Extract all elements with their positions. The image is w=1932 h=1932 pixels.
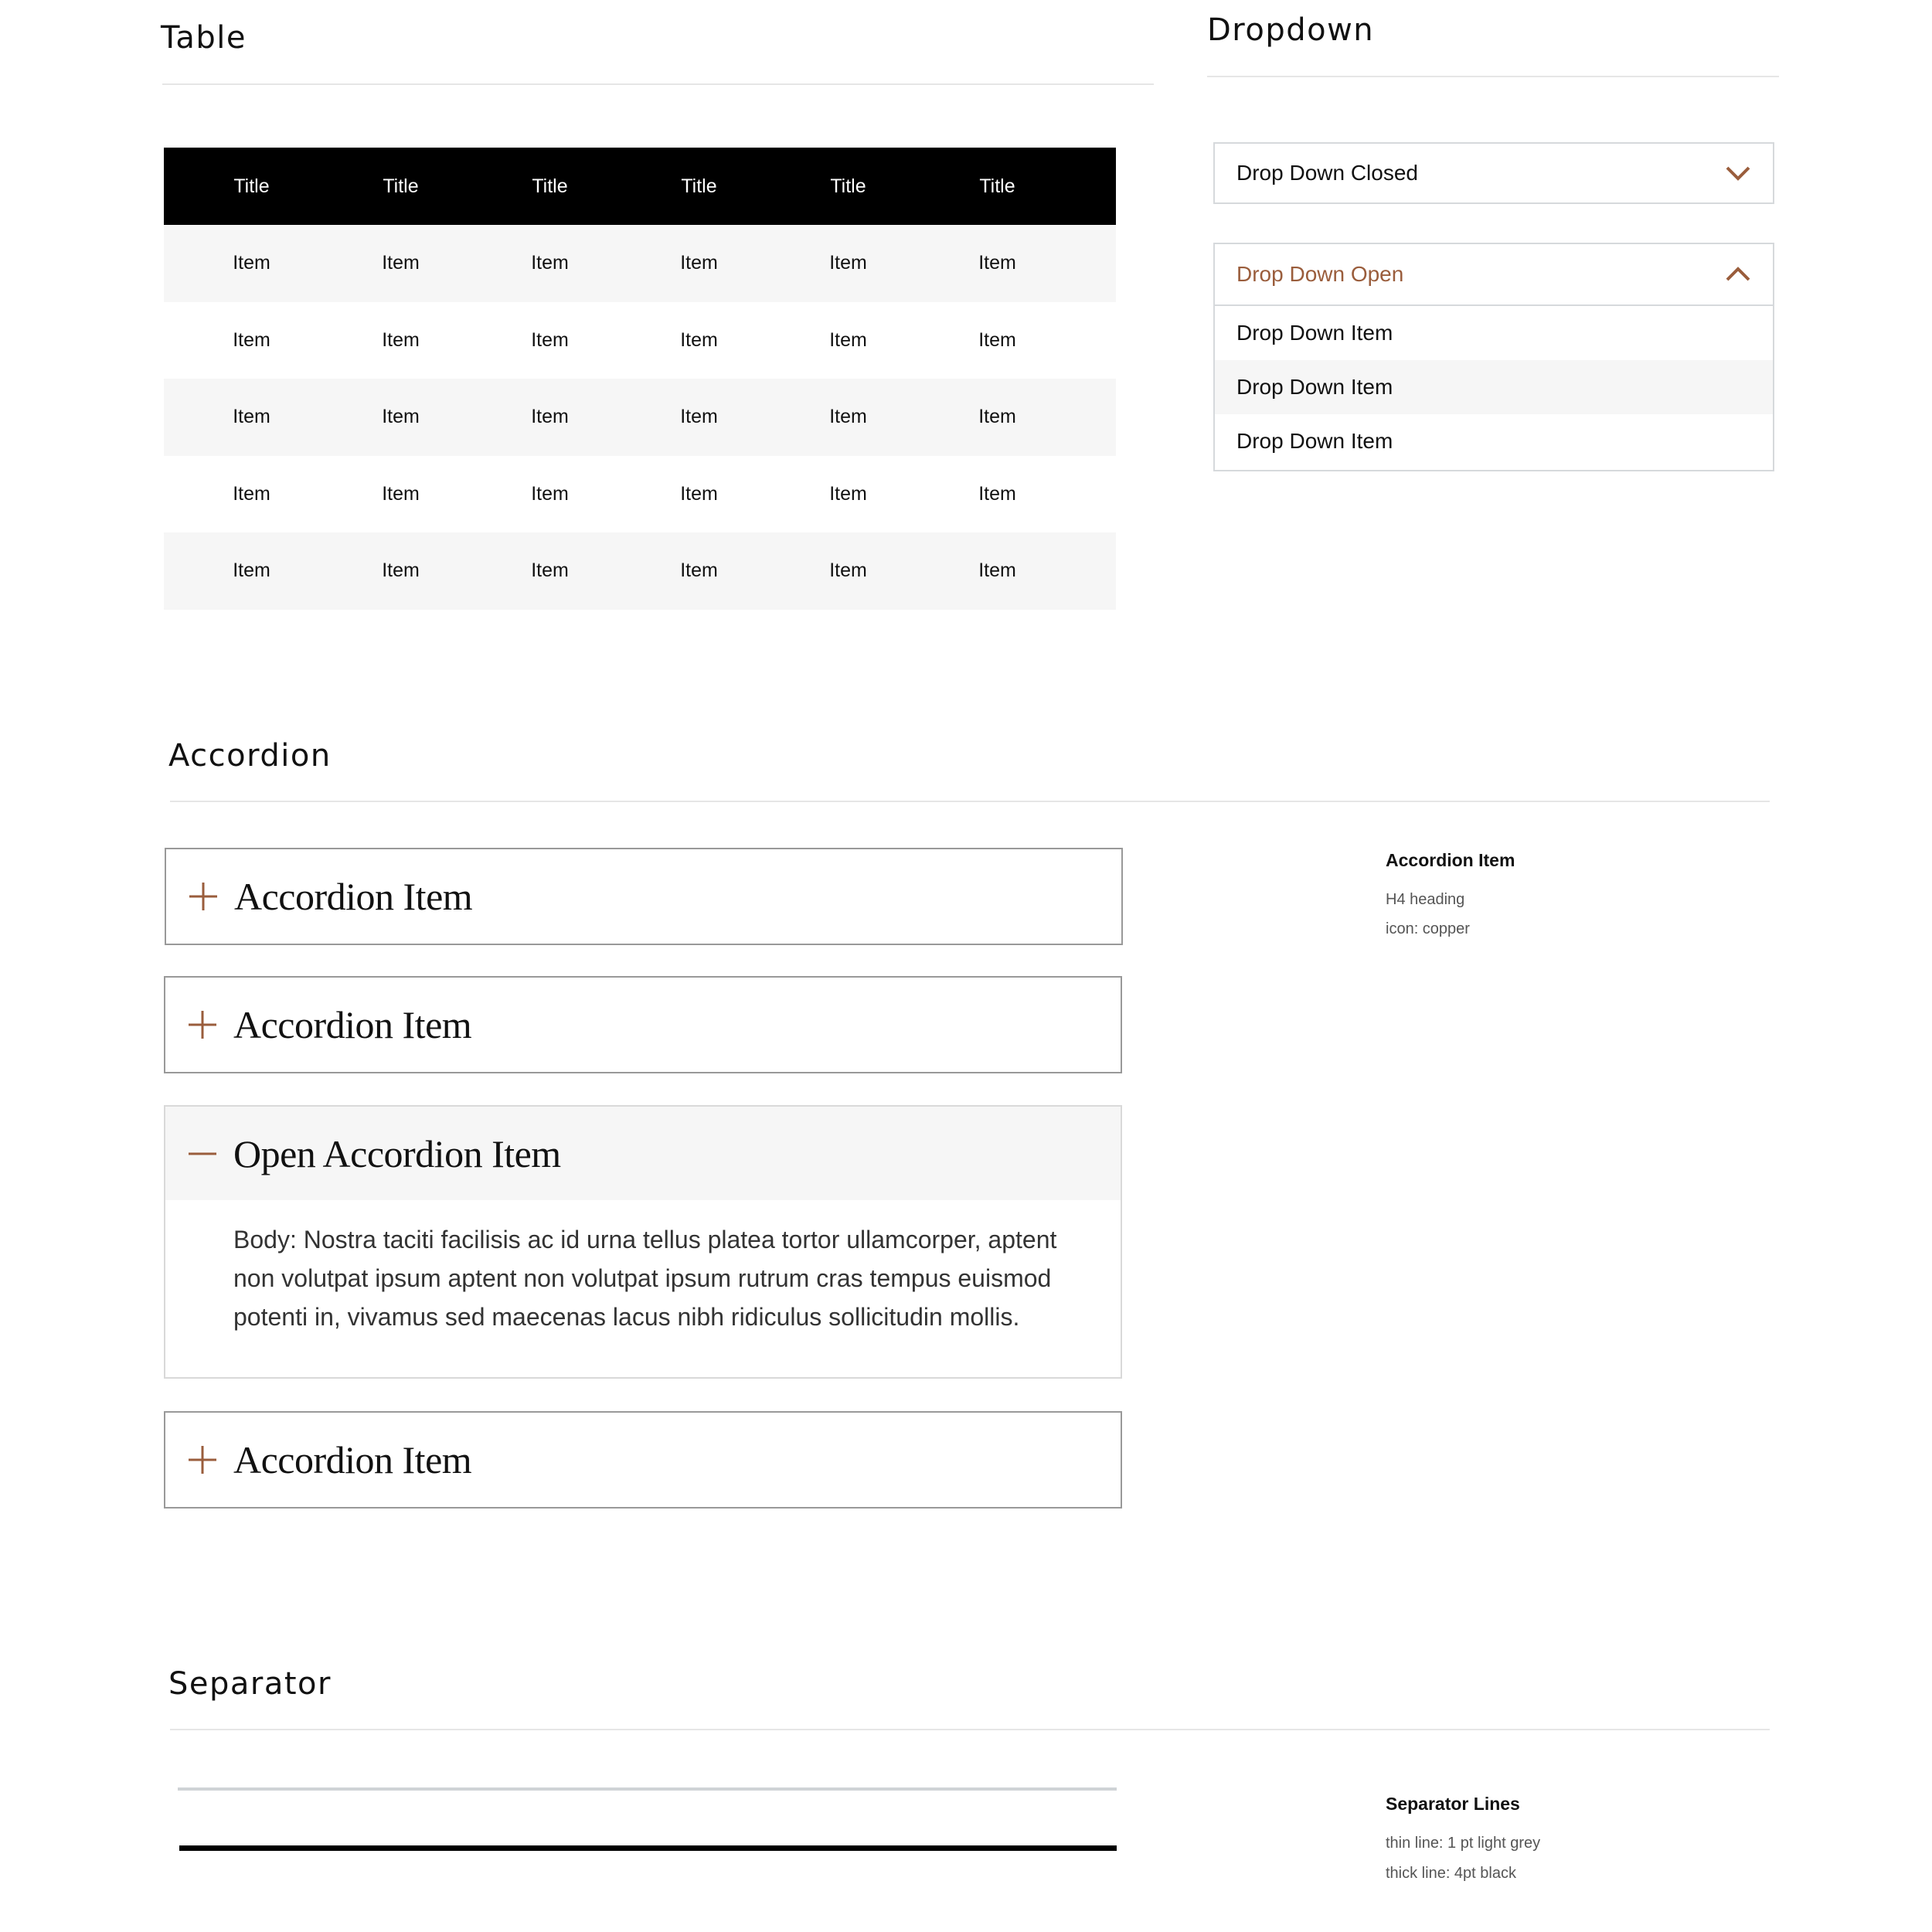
dropdown-open-label: Drop Down Open xyxy=(1236,262,1404,286)
accordion-body: Body: Nostra taciti facilisis ac id urna tellus platea tortor ullamcorper, aptent non volutpat ipsum aptent non volutpat ipsum rutrum cras tempus euismod potenti in, vivamus sed maecenas lacus nibh ridiculus sollicitudin mollis. xyxy=(233,1226,1057,1331)
table-cell: Item xyxy=(382,406,420,428)
accordion-header[interactable] xyxy=(165,1413,1121,1506)
accordion-note-line: icon: copper xyxy=(1386,920,1470,937)
table-row xyxy=(164,225,1116,302)
separator-section-title: Separator xyxy=(168,1666,332,1702)
table-row xyxy=(164,532,1116,610)
table-cell: Item xyxy=(829,482,867,505)
table-cell: Item xyxy=(680,328,718,351)
dropdown-closed[interactable] xyxy=(1213,142,1774,204)
table-cell: Item xyxy=(233,560,270,582)
table-cell: Item xyxy=(680,560,718,582)
accordion-item xyxy=(164,1411,1122,1509)
table-cell: Item xyxy=(382,482,420,505)
table-cell: Item xyxy=(382,560,420,582)
table-cell: Item xyxy=(978,252,1016,274)
accordion-note-title: Accordion Item xyxy=(1386,850,1515,870)
table-cell: Item xyxy=(531,328,569,351)
minus-icon xyxy=(187,1138,218,1169)
table-cell: Item xyxy=(680,252,718,274)
accordion-item xyxy=(164,976,1122,1073)
table-section-title: Table xyxy=(161,20,247,56)
table-cell: Item xyxy=(829,406,867,428)
separator-note-title: Separator Lines xyxy=(1386,1794,1520,1814)
table-header-cell[interactable]: Title xyxy=(383,175,419,197)
plus-icon xyxy=(187,1444,218,1475)
table-cell: Item xyxy=(233,406,270,428)
table-row xyxy=(164,379,1116,456)
table-cell: Item xyxy=(233,252,270,274)
table-cell: Item xyxy=(233,328,270,351)
table-cell: Item xyxy=(531,482,569,505)
dropdown-section-rule xyxy=(1207,76,1779,77)
table-cell: Item xyxy=(531,560,569,582)
separator-note-line: thick line: 4pt black xyxy=(1386,1865,1516,1882)
dropdown-option[interactable]: Drop Down Item xyxy=(1215,360,1773,414)
accordion-item xyxy=(165,848,1123,945)
accordion-item-open xyxy=(164,1105,1122,1379)
table-header-cell[interactable]: Title xyxy=(532,175,568,197)
data-table xyxy=(164,148,1116,610)
table-header-cell[interactable]: Title xyxy=(233,175,270,197)
table-cell: Item xyxy=(233,482,270,505)
table-cell: Item xyxy=(978,328,1016,351)
accordion-title: Accordion Item xyxy=(233,1437,472,1481)
table-header-cell[interactable]: Title xyxy=(681,175,717,197)
table-cell: Item xyxy=(531,406,569,428)
accordion-header[interactable] xyxy=(165,1107,1121,1200)
thin-separator-line xyxy=(178,1787,1117,1791)
table-cell: Item xyxy=(680,406,718,428)
table-cell: Item xyxy=(829,560,867,582)
table-cell: Item xyxy=(978,560,1016,582)
table-cell: Item xyxy=(978,406,1016,428)
table-cell: Item xyxy=(382,252,420,274)
chevron-down-icon xyxy=(1725,165,1751,182)
dropdown-open-header[interactable] xyxy=(1215,244,1773,306)
chevron-up-icon xyxy=(1725,266,1751,283)
table-header-cell[interactable]: Title xyxy=(830,175,866,197)
separator-section-rule xyxy=(170,1729,1770,1730)
dropdown-section-title: Dropdown xyxy=(1207,12,1375,48)
table-cell: Item xyxy=(829,252,867,274)
plus-icon xyxy=(187,1009,218,1040)
accordion-header[interactable] xyxy=(166,849,1121,943)
thick-separator-line xyxy=(179,1845,1117,1851)
table-header-row xyxy=(164,148,1116,225)
dropdown-open xyxy=(1213,243,1774,471)
separator-note-line: thin line: 1 pt light grey xyxy=(1386,1835,1541,1852)
table-cell: Item xyxy=(978,482,1016,505)
dropdown-option[interactable]: Drop Down Item xyxy=(1236,429,1393,453)
accordion-title: Open Accordion Item xyxy=(233,1131,561,1175)
table-row xyxy=(164,302,1116,379)
accordion-title: Accordion Item xyxy=(233,1002,472,1046)
table-section-rule xyxy=(162,83,1154,85)
accordion-section-title: Accordion xyxy=(168,738,332,774)
accordion-section-rule xyxy=(170,801,1770,802)
accordion-title: Accordion Item xyxy=(234,874,473,918)
table-row xyxy=(164,456,1116,533)
plus-icon xyxy=(188,881,219,912)
dropdown-option[interactable]: Drop Down Item xyxy=(1236,321,1393,345)
accordion-header[interactable] xyxy=(165,978,1121,1071)
table-cell: Item xyxy=(680,482,718,505)
accordion-note-line: H4 heading xyxy=(1386,891,1465,908)
table-cell: Item xyxy=(531,252,569,274)
dropdown-closed-label: Drop Down Closed xyxy=(1236,161,1418,185)
table-cell: Item xyxy=(382,328,420,351)
table-header-cell[interactable]: Title xyxy=(979,175,1015,197)
table-cell: Item xyxy=(829,328,867,351)
